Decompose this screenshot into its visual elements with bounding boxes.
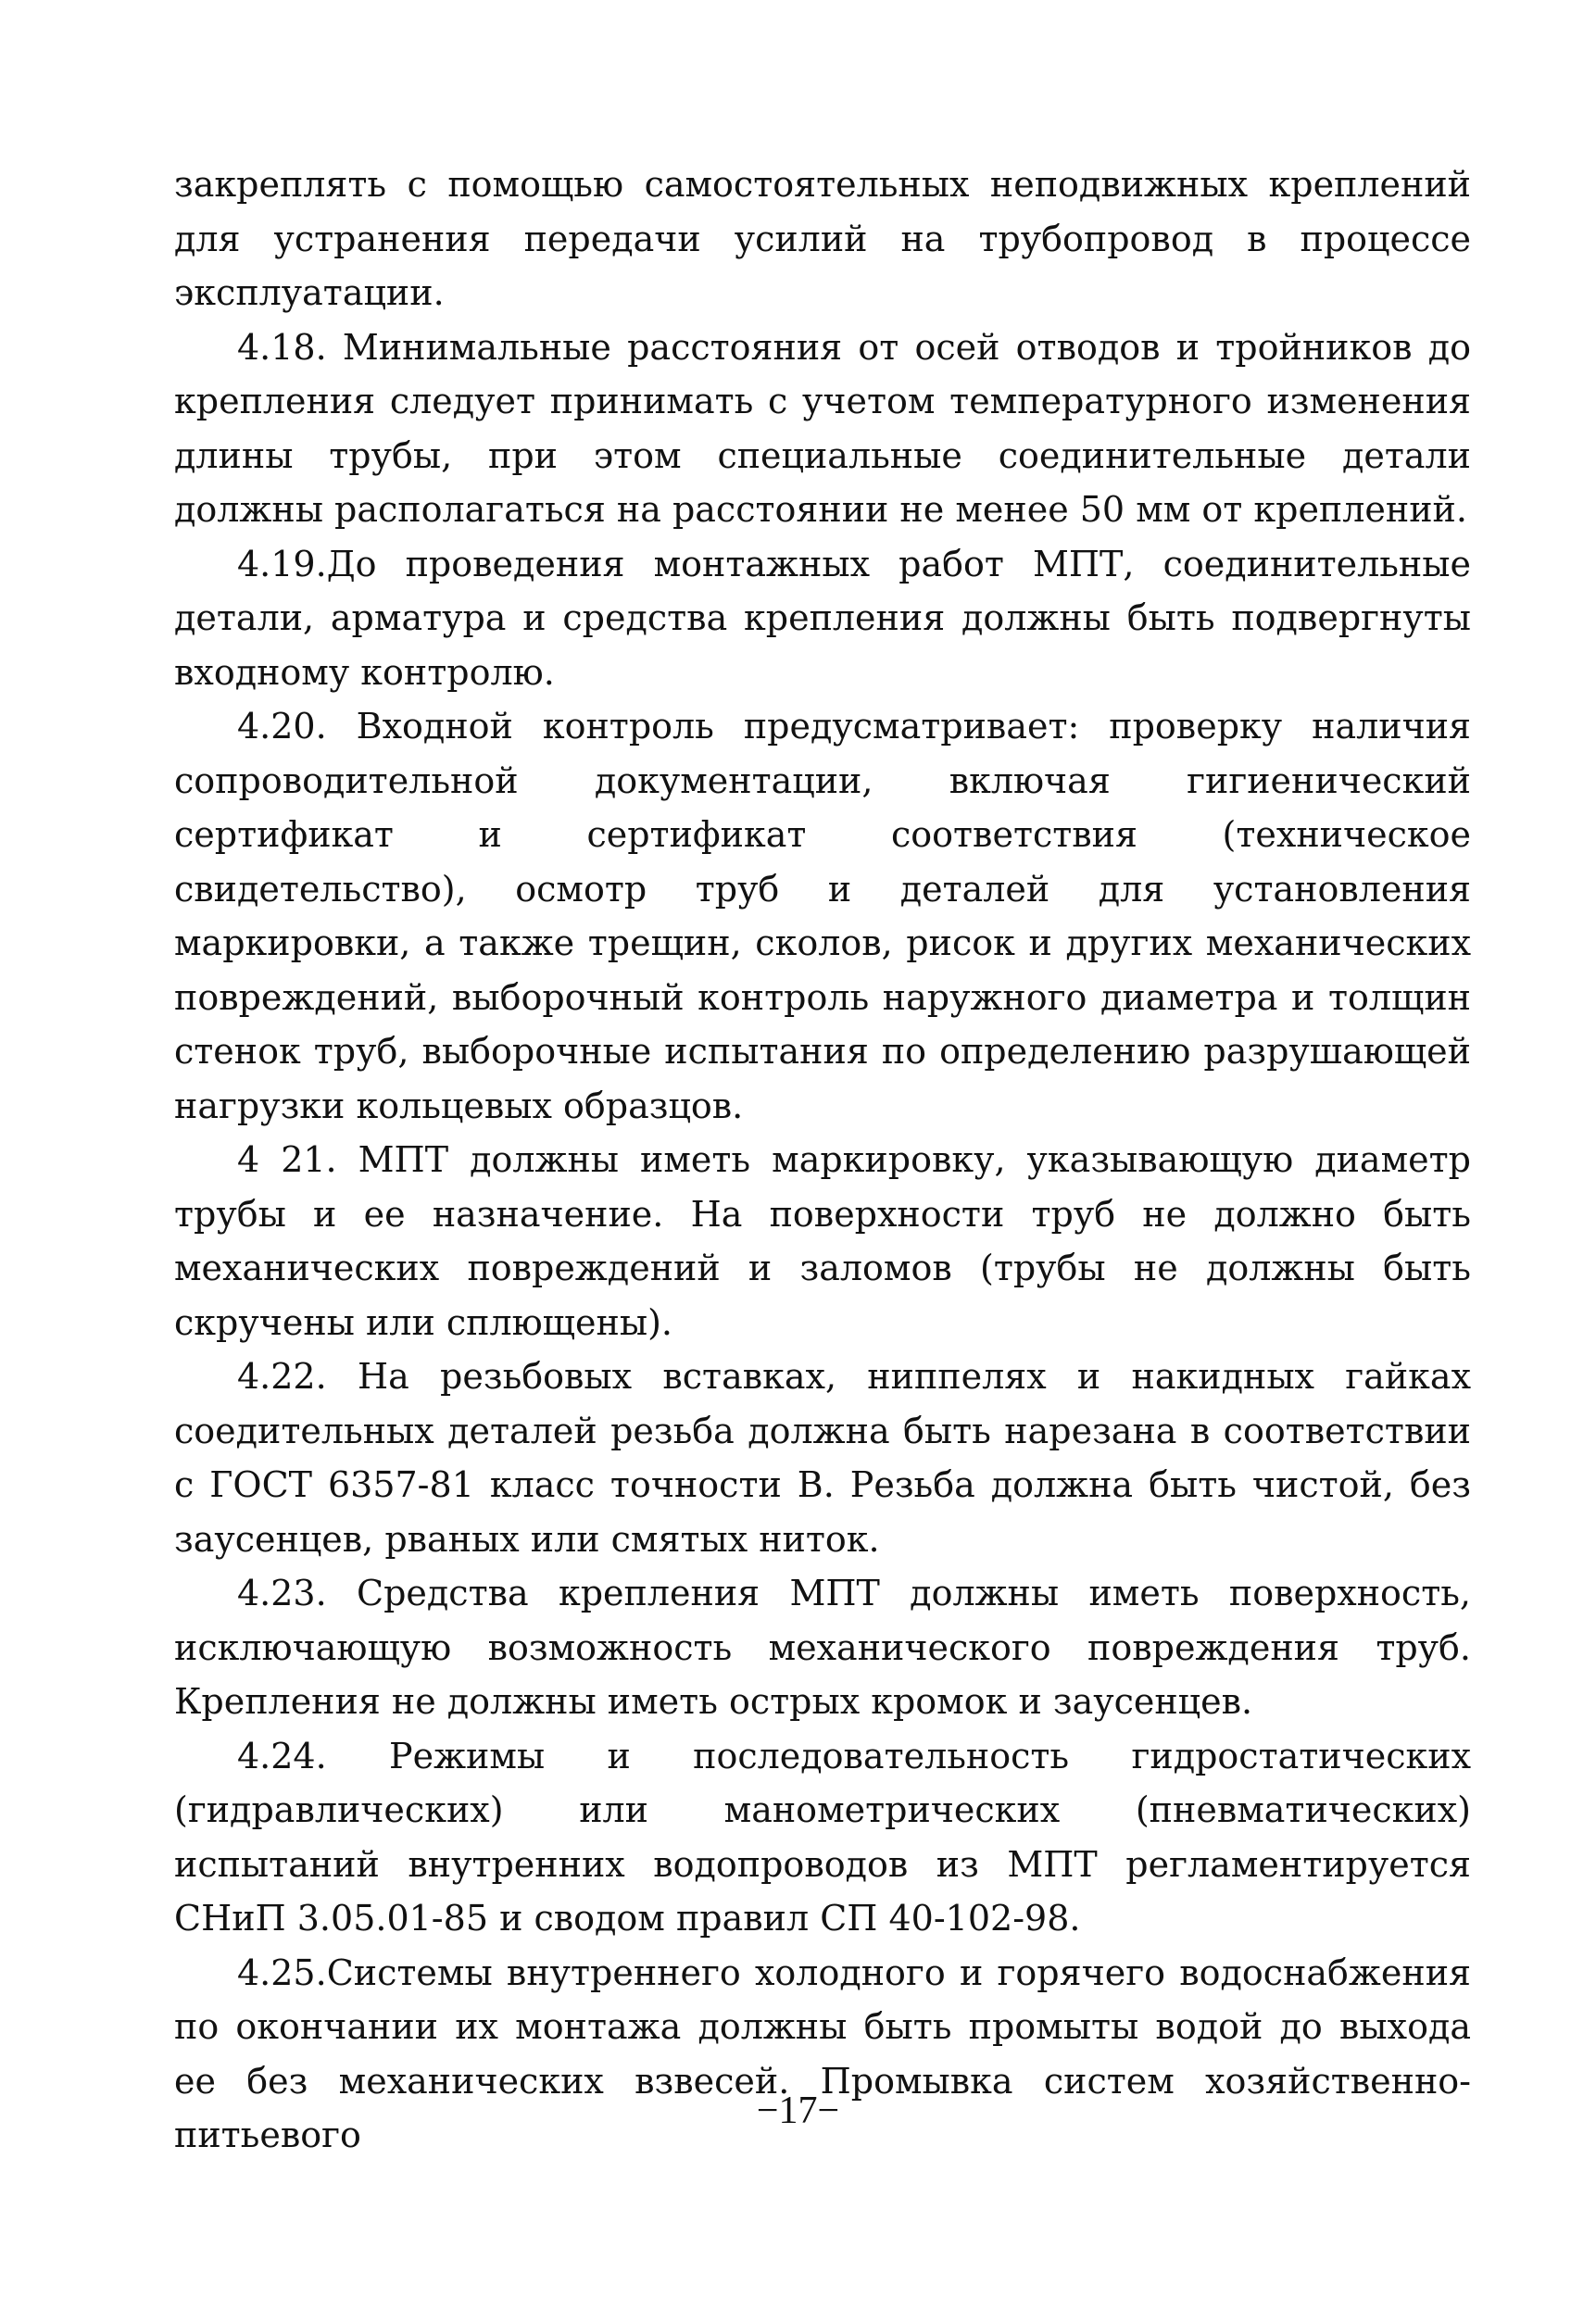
paragraph-continuation: закреплять с помощью самостоятельных неподвижных креплений для устранения передачи усилий на трубопровод в процессе эксплуатации. — [174, 164, 1471, 313]
paragraph-4-23: 4.23. Средства крепления МПТ должны иметь поверхность, исключающую возможность механического повреждения труб. Крепления не должны иметь острых кромок и заусенцев. — [174, 1573, 1471, 1722]
paragraph-4-22: 4.22. На резьбовых вставках, ниппелях и накидных гайках соедительных деталей резьба должна быть нарезана в соответствии с ГОСТ 6357-81 класс точности В. Резьба должна быть чистой, без заусенцев, рваных или смятых ниток. — [174, 1356, 1471, 1560]
page-number: −17− — [756, 2090, 840, 2132]
paragraph-4-20: 4.20. Входной контроль предусматривает: проверку наличия сопроводительной документации, включая гигиенический сертификат и сертификат соответствия (техническое свидетельство), осмотр труб и деталей для установления маркировки, а также трещин, сколов, рисок и других механических повреждений, выборочный контроль наружного диаметра и толщин стенок труб, выборочные испытания по определению разрушающей нагрузки кольцевых образцов. — [174, 706, 1471, 1126]
paragraph-4-24: 4.24. Режимы и последовательность гидростатических (гидравлических) или манометрических (пневматических) испытаний внутренних водопроводов из МПТ регламентируется СНиП 3.05.01-85 и сводом правил СП 40-102-98. — [174, 1735, 1471, 1939]
paragraph-4-25: 4.25.Системы внутреннего холодного и горячего водоснабжения по окончании их монтажа должны быть промыты водой до выхода ее без механических взвесей. Промывка систем хозяйственно-питьевого — [174, 1952, 1471, 2155]
paragraph-4-19: 4.19.До проведения монтажных работ МПТ, соединительные детали, арматура и средства крепления должны быть подвергнуты входному контролю. — [174, 543, 1471, 693]
paragraph-4-18: 4.18. Минимальные расстояния от осей отводов и тройников до крепления следует принимать с учетом температурного изменения длины трубы, при этом специальные соединительные детали должны располагаться на расстоянии не менее 50 мм от креплений. — [174, 326, 1471, 530]
paragraph-4-21: 4 21. МПТ должны иметь маркировку, указывающую диаметр трубы и ее назначение. На поверхности труб не должно быть механических повреждений и заломов (трубы не должны быть скручены или сплющены). — [174, 1139, 1471, 1343]
body-text — [174, 157, 1471, 2163]
